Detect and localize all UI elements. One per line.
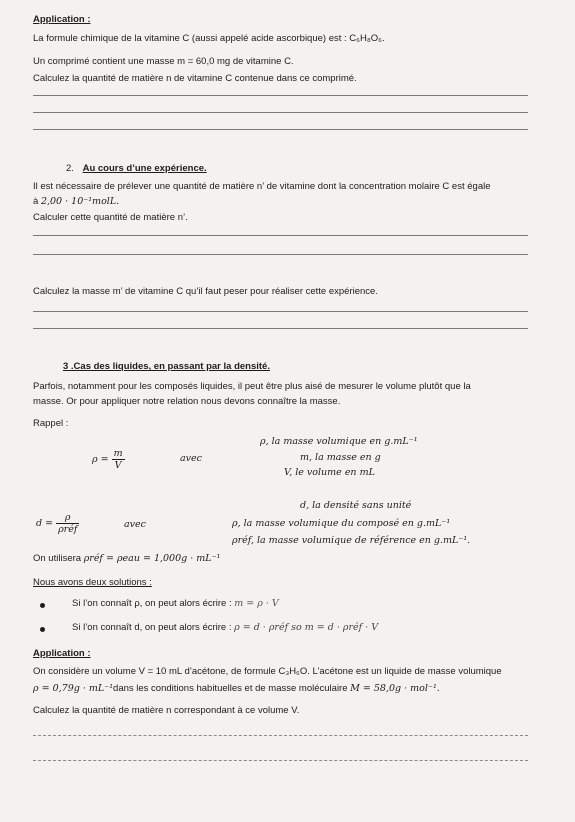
section1-line2: Un comprimé contient une masse m = 60,0 mg de vitamine C. xyxy=(33,56,294,67)
formula-d-def3: ρréf, la masse volumique de référence en g.mL⁻¹. xyxy=(232,535,471,546)
utilise-equation: ρréf = ρeau = 1,000g · mL⁻¹ xyxy=(83,553,221,564)
formula-d-numerator: ρ xyxy=(56,512,79,524)
section3-para-line2: masse. Or pour appliquer notre relation nous devons connaître la masse. xyxy=(33,396,341,407)
section3-para-line1: Parfois, notamment pour les composés liquides, il peut être plus aisé de mesurer le volume plutôt que la xyxy=(33,381,471,392)
formula-d-fraction xyxy=(56,512,79,535)
solutions-title: Nous avons deux solutions : xyxy=(33,577,152,588)
formula-rho-avec: avec xyxy=(180,453,202,464)
section2-question2: Calculez la masse m’ de vitamine C qu’il faut peser pour réaliser cette expérience. xyxy=(33,286,378,297)
section4-line2-text: dans les conditions habituelles et de masse moléculaire xyxy=(113,683,351,694)
formula-rho-fraction xyxy=(112,448,125,471)
section2-line2-prefix: à xyxy=(33,196,41,207)
formula-rho-def2: m, la masse en g xyxy=(300,452,381,463)
utilise-prefix: On utilisera xyxy=(33,553,84,564)
answer-line xyxy=(33,760,528,761)
concentration-value: 2,00 · 10⁻¹molL. xyxy=(40,196,120,207)
section4-question: Calculez la quantité de matière n correspondant à ce volume V. xyxy=(33,705,300,716)
section2-title: Au cours d’une expérience. xyxy=(82,163,207,174)
formula-rho-denominator: V xyxy=(114,460,122,471)
answer-line xyxy=(33,311,528,312)
answer-line xyxy=(33,95,528,96)
section4-line1: On considère un volume V = 10 mL d’acétone, de formule C₃H₆O. L’acétone est un liquide de masse volumique xyxy=(33,666,502,677)
section2-line1: Il est nécessaire de prélever une quantité de matière n’ de vitamine dont la concentration molaire C est égale xyxy=(33,181,491,192)
answer-line xyxy=(33,254,528,255)
bullet-icon xyxy=(40,627,45,632)
section1-line1: La formule chimique de la vitamine C (aussi appelé acide ascorbique) est : C₆H₈O₆. xyxy=(33,33,385,44)
section3-title: 3 .Cas des liquides, en passant par la densité. xyxy=(63,361,270,372)
formula-d-avec: avec xyxy=(124,519,146,530)
formula-rho-lhs: ρ = xyxy=(92,454,109,465)
acetone-density: ρ = 0,79g · mL⁻¹ xyxy=(33,683,114,694)
formula-d xyxy=(36,512,79,535)
formula-d-lhs: d = xyxy=(36,518,54,529)
section1-title: Application : xyxy=(33,14,91,25)
bullet1-text: Si l’on connaît ρ, on peut alors écrire : xyxy=(72,598,235,609)
section2-question1: Calculer cette quantité de matière n’. xyxy=(33,212,188,223)
answer-line xyxy=(33,129,528,130)
section1-question: Calculez la quantité de matière n de vitamine C contenue dans ce comprimé. xyxy=(33,73,357,84)
answer-line xyxy=(33,112,528,113)
formula-d-denominator: ρréf xyxy=(58,524,78,535)
answer-line xyxy=(33,735,528,736)
rappel-label: Rappel : xyxy=(33,418,69,429)
bullet2-text: Si l’on connaît d, on peut alors écrire : xyxy=(72,622,235,633)
bullet2-equation: ρ = d · ρréf so m = d · ρréf · V xyxy=(234,622,379,633)
formula-d-def1: d, la densité sans unité xyxy=(300,500,412,511)
acetone-molar-mass: M = 58,0g · mol⁻¹. xyxy=(350,683,440,694)
bullet-icon xyxy=(40,603,45,608)
bullet1-equation: m = ρ · V xyxy=(234,598,279,609)
formula-rho-def3: V, le volume en mL xyxy=(284,467,375,478)
formula-d-def2: ρ, la masse volumique du composé en g.mL⁻¹ xyxy=(232,518,451,529)
formula-rho-numerator: m xyxy=(113,448,123,459)
answer-line xyxy=(33,328,528,329)
formula-rho xyxy=(92,448,125,471)
formula-rho-def1: ρ, la masse volumique en g.mL⁻¹ xyxy=(260,436,418,447)
section2-number: 2. xyxy=(66,163,74,174)
answer-line xyxy=(33,235,528,236)
section4-title: Application : xyxy=(33,648,91,659)
